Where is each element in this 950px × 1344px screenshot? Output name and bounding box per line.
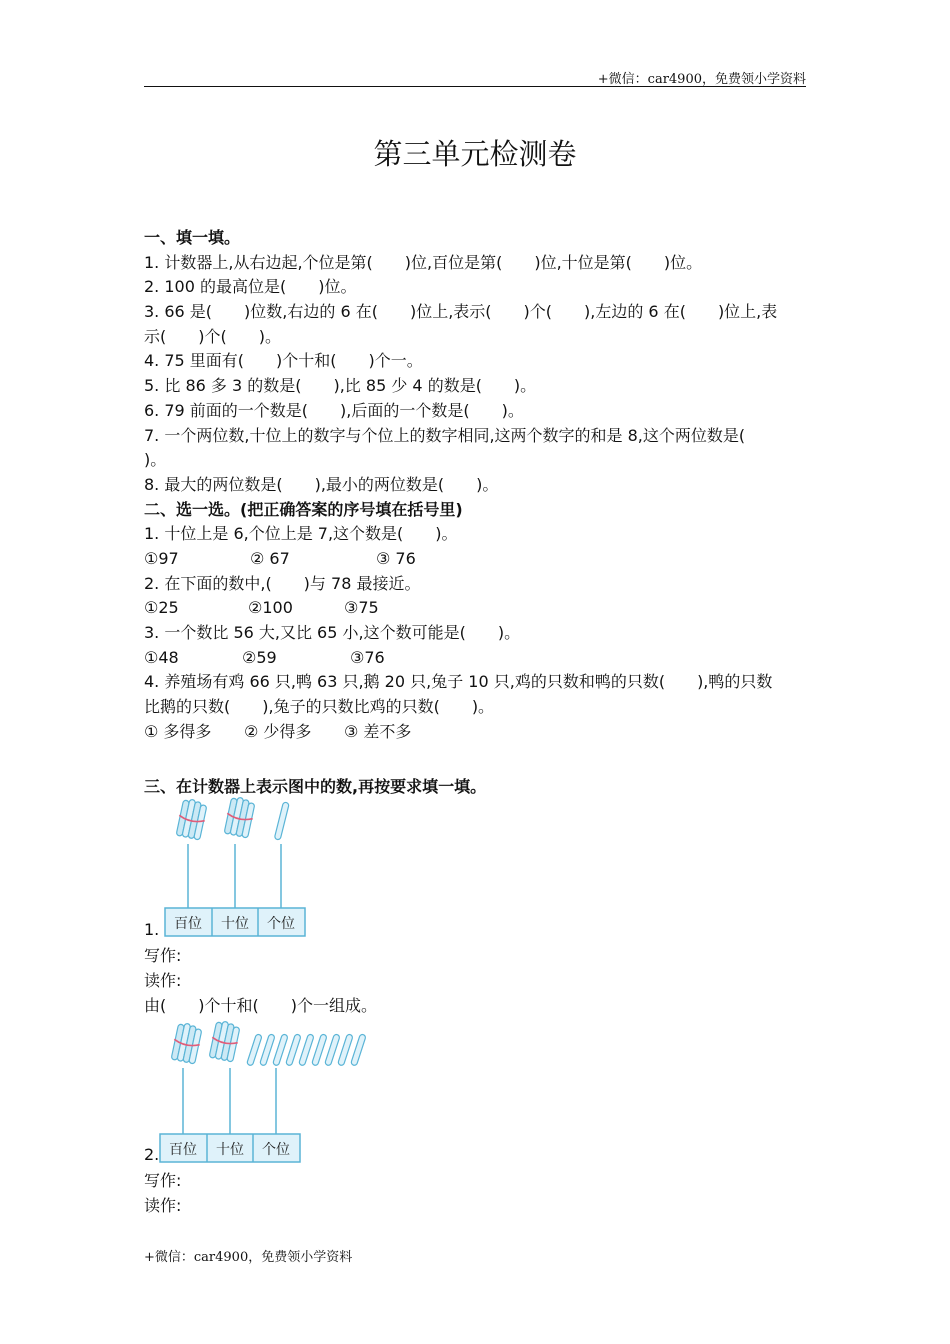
section2-heading: 二、选一选。(把正确答案的序号填在括号里) (144, 499, 463, 519)
page-title: 第三单元检测卷 (373, 137, 577, 171)
s2-q1: 1. 十位上是 6,个位上是 7,这个数是( )。 (144, 524, 458, 544)
s2-q2: 2. 在下面的数中,( )与 78 最接近。 (144, 573, 421, 593)
single-stick-icon (286, 1034, 302, 1066)
option: ③76 (350, 647, 385, 667)
s1-line-1: 1. 计数器上,从右边起,个位是第( )位,百位是第( )位,十位是第( )位。 (144, 252, 703, 272)
s1-line-10: 8. 最大的两位数是( ),最小的两位数是( )。 (144, 474, 499, 494)
problem-2-label: 2. (144, 1145, 160, 1164)
s1-line-6: 5. 比 86 多 3 的数是( ),比 85 少 4 的数是( )。 (144, 376, 537, 396)
s1-line-4: 示( )个( )。 (144, 326, 281, 346)
problem-1-label: 1. (144, 920, 160, 939)
p1-write: 写作: (144, 946, 182, 965)
option: ①48 (144, 647, 179, 667)
option: ③75 (344, 598, 379, 618)
section1-heading: 一、填一填。 (144, 228, 241, 247)
hundreds-bundle-icon (175, 798, 208, 841)
single-stick-icon (338, 1034, 354, 1066)
hundreds-bundle-icon (208, 1020, 241, 1062)
option: ③ 76 (376, 548, 416, 568)
header-rule (144, 86, 806, 87)
header-watermark: +微信：car4900，免费领小学资料 (597, 72, 806, 87)
option: ②59 (242, 647, 277, 667)
p1-read: 读作: (144, 971, 182, 990)
s2-q1-options (144, 547, 808, 572)
s2-q4-options (144, 720, 808, 745)
single-stick-icon (312, 1034, 328, 1066)
s1-line-3: 3. 66 是( )位数,右边的 6 在( )位上,表示( )个( ),左边的 6 在( )位上,表 (144, 302, 778, 322)
single-stick-icon (247, 1034, 263, 1066)
p2-write: 写作: (144, 1171, 182, 1190)
footer-watermark: +微信：car4900，免费领小学资料 (144, 1250, 353, 1265)
p1-compose: 由( )个十和( )个一组成。 (144, 996, 377, 1015)
s2-q3: 3. 一个数比 56 大,又比 65 小,这个数可能是( )。 (144, 623, 521, 642)
option: ①97 (144, 548, 179, 568)
place-label-tens: 十位 (216, 1142, 244, 1158)
place-label-ones: 个位 (262, 1142, 290, 1158)
single-stick-icon (351, 1034, 367, 1066)
option: ①25 (144, 598, 179, 618)
place-label-hundreds: 百位 (169, 1142, 197, 1158)
s2-q2-options (144, 596, 808, 621)
p2-read: 读作: (144, 1196, 182, 1215)
place-label-ones: 个位 (267, 916, 295, 932)
option: ③ 差不多 (344, 721, 412, 741)
option: ② 少得多 (244, 721, 312, 741)
s1-line-2: 2. 100 的最高位是( )位。 (144, 277, 357, 297)
hundreds-bundle-icon (170, 1022, 203, 1065)
single-stick-icon (274, 802, 289, 840)
s1-line-8: 7. 一个两位数,十位上的数字与个位上的数字相同,这两个数字的和是 8,这个两位数是( (144, 425, 746, 445)
s2-q4-line1: 4. 养殖场有鸡 66 只,鸭 63 只,鹅 20 只,兔子 10 只,鸡的只数和鸭的只数( ),鸭的只数 (144, 672, 773, 692)
section3-heading: 三、在计数器上表示图中的数,再按要求填一填。 (144, 777, 487, 796)
option: ① 多得多 (144, 721, 212, 741)
s1-line-5: 4. 75 里面有( )个十和( )个一。 (144, 351, 423, 371)
abacus-1-illustration (160, 796, 320, 942)
hundreds-bundle-icon (223, 796, 256, 838)
single-stick-icon (299, 1034, 315, 1066)
s1-line-9: )。 (144, 450, 167, 470)
single-stick-icon (273, 1034, 289, 1066)
single-stick-icon (325, 1034, 341, 1066)
abacus-2-illustration (155, 1020, 385, 1166)
worksheet-body (144, 226, 808, 744)
s2-q3-options (144, 646, 808, 671)
place-label-tens: 十位 (221, 916, 249, 932)
option: ② 67 (250, 548, 290, 568)
s1-line-7: 6. 79 前面的一个数是( ),后面的一个数是( )。 (144, 400, 524, 420)
option: ②100 (248, 598, 293, 618)
single-stick-icon (260, 1034, 276, 1066)
place-label-hundreds: 百位 (174, 916, 202, 932)
s2-q4-line2: 比鹅的只数( ),兔子的只数比鸡的只数( )。 (144, 697, 495, 717)
